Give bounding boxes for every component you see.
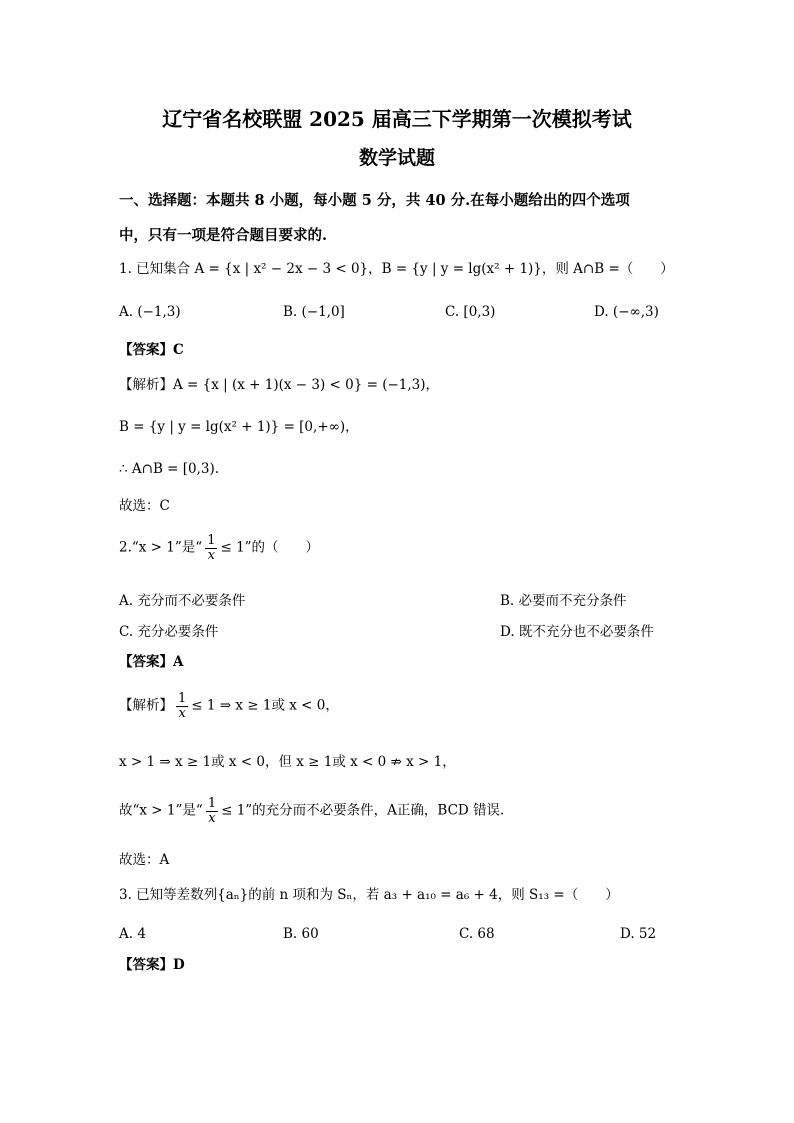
q2-stem-part-a: 2.“x > 1”是“ <box>119 539 203 556</box>
q1-analysis-line1: 【解析】A = {x | (x + 1)(x − 3) < 0} = (−1,3)， <box>119 377 440 393</box>
q1-analysis-line3: ∴ A∩B = [0,3). <box>119 461 220 477</box>
q2-analysis-line3 <box>119 797 504 825</box>
q2-option-d: D. 既不充分也不必要条件 <box>500 624 654 640</box>
fraction-denominator: x <box>178 705 186 721</box>
fraction-numerator: 1 <box>178 691 187 706</box>
q2-conclusion: 故选：A <box>119 852 170 868</box>
q3-option-c: C. 68 <box>459 926 495 942</box>
q3-option-d: D. 52 <box>620 926 657 942</box>
q2-analysis-line3-fraction <box>206 797 218 825</box>
q1-answer: 【答案】C <box>119 342 184 358</box>
fraction-denominator: x <box>208 810 216 826</box>
q2-analysis-text: ≤ 1 ⇒ x ≥ 1或 x < 0， <box>191 697 339 714</box>
q2-option-b: B. 必要而不充分条件 <box>500 593 627 609</box>
q2-analysis-fraction <box>176 692 188 720</box>
document-subtitle: 数学试题 <box>358 147 435 169</box>
section-heading-line1: 一、选择题：本题共 8 小题，每小题 5 分，共 40 分.在每小题给出的四个选项 <box>119 192 630 209</box>
q2-fraction <box>205 534 217 562</box>
fraction-numerator: 1 <box>207 533 216 548</box>
q2-option-a: A. 充分而不必要条件 <box>119 593 246 609</box>
q2-answer: 【答案】A <box>119 654 184 670</box>
q1-option-d: D. (−∞,3) <box>594 304 659 320</box>
q1-conclusion: 故选：C <box>119 498 170 514</box>
fraction-numerator: 1 <box>207 796 217 811</box>
q2-stem-part-b: ≤ 1”的（ ） <box>220 539 320 556</box>
q2-analysis-line3-part-a: 故“x > 1”是“ <box>119 802 203 819</box>
q3-option-b: B. 60 <box>283 926 319 942</box>
q3-answer: 【答案】D <box>119 957 185 973</box>
q3-option-a: A. 4 <box>119 926 146 942</box>
fraction-denominator: x <box>207 547 215 563</box>
q2-analysis-line2: x > 1 ⇒ x ≥ 1或 x < 0，但 x ≥ 1或 x < 0 ⇏ x > 1， <box>119 754 456 770</box>
q1-analysis-line2: B = {y | y = lg(x² + 1)} = [0,+∞)， <box>119 419 359 435</box>
section-heading-line2: 中，只有一项是符合题目要求的. <box>119 227 328 244</box>
q2-analysis-label: 【解析】 <box>119 697 173 714</box>
q2-analysis-line1 <box>119 692 339 720</box>
q1-option-b: B. (−1,0] <box>283 304 345 320</box>
document-title: 辽宁省名校联盟 2025 届高三下学期第一次模拟考试 <box>162 107 632 131</box>
q1-option-a: A. (−1,3) <box>119 304 181 320</box>
q1-option-c: C. [0,3) <box>445 304 496 320</box>
q1-stem: 1. 已知集合 A = {x | x² − 2x − 3 < 0}，B = {y | y = lg(x² + 1)}，则 A∩B =（ ） <box>119 261 674 277</box>
q2-analysis-line3-part-b: ≤ 1”的充分而不必要条件，A正确，BCD 错误. <box>221 802 505 819</box>
q3-stem: 3. 已知等差数列{aₙ}的前 n 项和为 Sₙ，若 a₃ + a₁₀ = a₆ + 4，则 S₁₃ =（ ） <box>119 887 619 903</box>
q2-stem <box>119 534 319 562</box>
q2-option-c: C. 充分必要条件 <box>119 624 219 640</box>
